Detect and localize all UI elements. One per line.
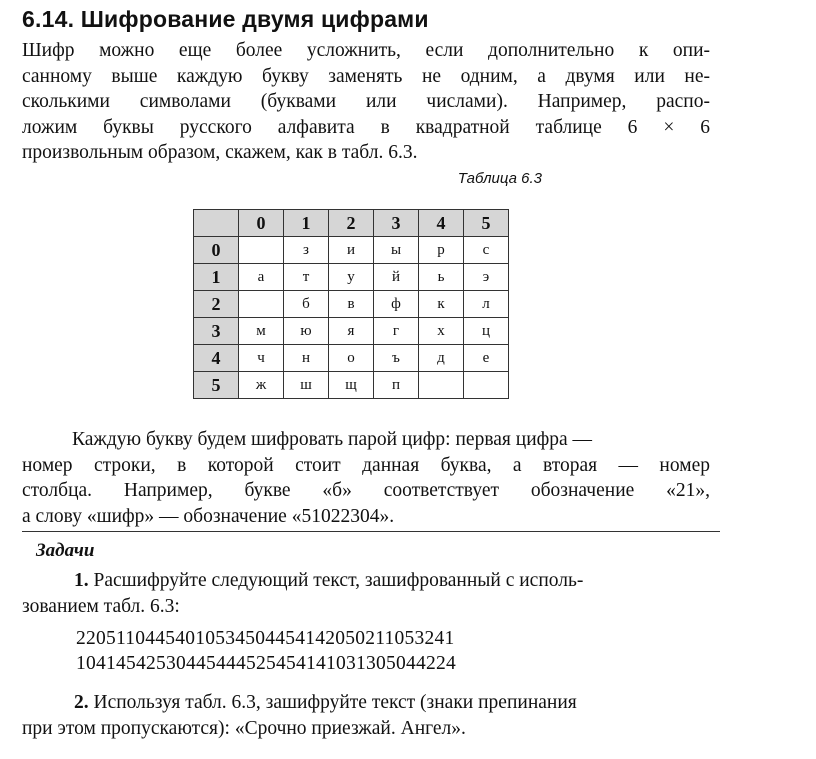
table-cell: п [374, 372, 419, 399]
section-divider [22, 531, 720, 532]
intro-line: Шифр можно еще более усложнить, если дополнительно к опи- [22, 40, 710, 61]
row-header: 2 [194, 291, 239, 318]
table-cell [239, 237, 284, 264]
task-2-line-1 [22, 690, 710, 716]
task-2-text: Используя табл. 6.3, зашифруйте текст (знаки препинания [93, 692, 577, 713]
explanation-paragraph [22, 427, 710, 529]
table-cell: б [284, 291, 329, 318]
table-cell [239, 291, 284, 318]
table-cell: з [284, 237, 329, 264]
row-header: 5 [194, 372, 239, 399]
intro-line: санному выше каждую букву заменять не одним, а двумя или не- [22, 65, 710, 87]
table-cell: о [329, 345, 374, 372]
table-cell: ю [284, 318, 329, 345]
table-cell: х [419, 318, 464, 345]
table-cell: у [329, 264, 374, 291]
table-cell: к [419, 291, 464, 318]
task-number: 1. [74, 570, 89, 591]
table-cell: щ [329, 372, 374, 399]
table-cell: э [464, 264, 509, 291]
table-cell: ч [239, 345, 284, 372]
table-cell: н [284, 345, 329, 372]
table-cell: м [239, 318, 284, 345]
intro-line: ложим буквы русского алфавита в квадратной таблице 6 × 6 [22, 116, 710, 138]
task-2-line-2: при этом пропускаются): «Срочно приезжай. Ангел». [22, 717, 466, 739]
cipher-table [193, 209, 509, 399]
table-cell: е [464, 345, 509, 372]
table-cell: в [329, 291, 374, 318]
table-cell: ц [464, 318, 509, 345]
table-cell: я [329, 318, 374, 345]
column-header: 1 [284, 210, 329, 237]
table-cell: ь [419, 264, 464, 291]
row-header: 0 [194, 237, 239, 264]
row-header: 4 [194, 345, 239, 372]
table-cell: с [464, 237, 509, 264]
table-cell: а [239, 264, 284, 291]
explanation-line: номер строки, в которой стоит данная буква, а вторая — номер [22, 454, 710, 476]
task-2 [22, 690, 710, 741]
table-cell: и [329, 237, 374, 264]
table-cell: ш [284, 372, 329, 399]
explanation-line: Каждую букву будем шифровать парой цифр: первая цифра — [72, 429, 593, 450]
row-header: 3 [194, 318, 239, 345]
table-cell [419, 372, 464, 399]
table-cell: д [419, 345, 464, 372]
cipher-text-block [76, 626, 456, 676]
table-cell: ж [239, 372, 284, 399]
task-number: 2. [74, 692, 89, 713]
table-corner-cell [194, 210, 239, 237]
section-title: 6.14. Шифрование двумя цифрами [22, 6, 429, 32]
row-header: 1 [194, 264, 239, 291]
table-cell: й [374, 264, 419, 291]
table-row [194, 372, 509, 399]
task-1-line-2: зованием табл. 6.3: [22, 595, 180, 617]
table-header-row [194, 210, 509, 237]
table-row [194, 264, 509, 291]
table-cell: л [464, 291, 509, 318]
explanation-line: столбца. Например, букве «б» соответствует обозначение «21», [22, 480, 710, 501]
table-row [194, 318, 509, 345]
table-row [194, 345, 509, 372]
table-cell: т [284, 264, 329, 291]
table-cell: ф [374, 291, 419, 318]
explanation-line: а слову «шифр» — обозначение «51022304». [22, 505, 395, 527]
task-1 [22, 568, 710, 619]
intro-line: произвольным образом, скажем, как в табл. 6.3. [22, 142, 418, 163]
column-header: 0 [239, 210, 284, 237]
cipher-text-line: 22051104454010534504454142050211053241 [76, 628, 455, 649]
column-header: 2 [329, 210, 374, 237]
table-cell: ъ [374, 345, 419, 372]
column-header: 4 [419, 210, 464, 237]
intro-line: сколькими символами (буквами или числами). Например, распо- [22, 91, 710, 112]
column-header: 3 [374, 210, 419, 237]
cipher-text-line: 10414542530445444525454141031305044224 [76, 653, 456, 674]
table-cell: р [419, 237, 464, 264]
table-cell: г [374, 318, 419, 345]
tasks-heading: Задачи [36, 540, 95, 561]
table-row [194, 237, 509, 264]
column-header: 5 [464, 210, 509, 237]
task-1-text: Расшифруйте следующий текст, зашифрованный с исполь- [93, 570, 584, 591]
table-cell [464, 372, 509, 399]
table-cell: ы [374, 237, 419, 264]
table-row [194, 291, 509, 318]
task-1-line-1 [22, 568, 710, 594]
intro-paragraph [22, 38, 710, 166]
table-caption: Таблица 6.3 [457, 170, 542, 187]
